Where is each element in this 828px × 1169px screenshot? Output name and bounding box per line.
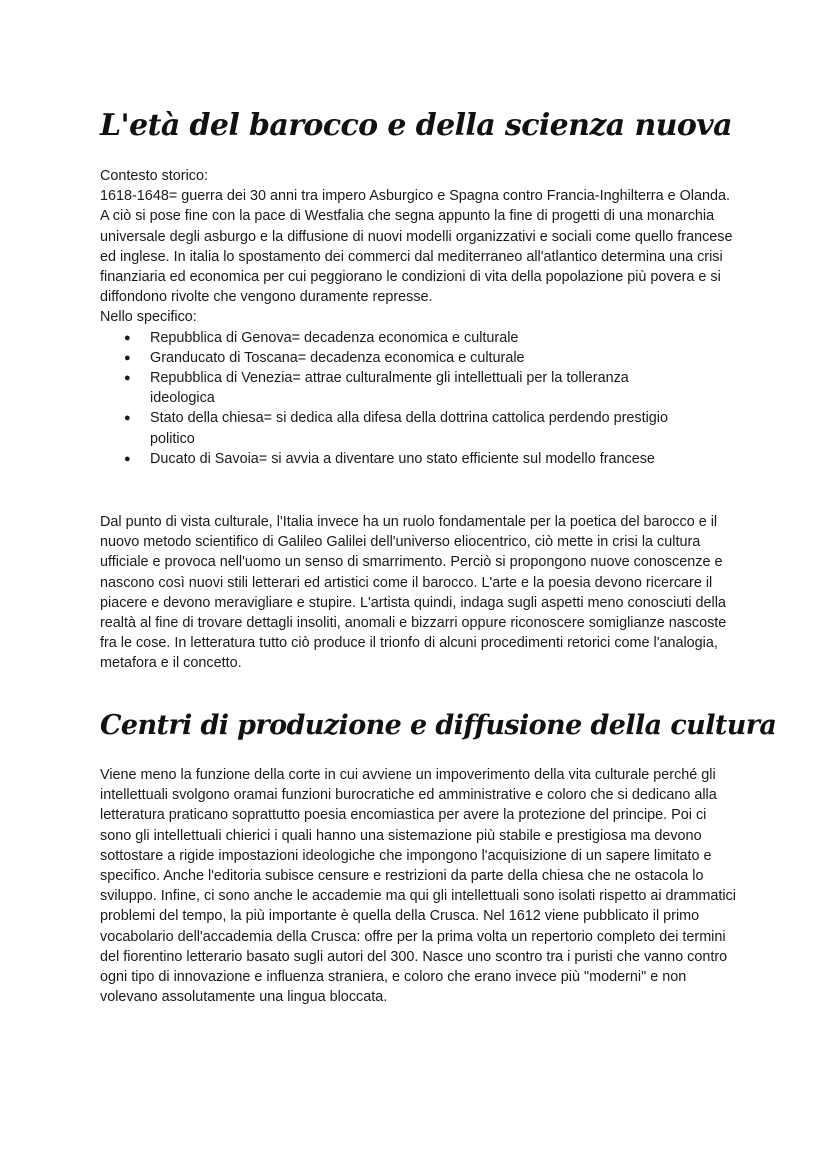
list-item-text: Ducato di Savoia= si avvia a diventare uno stato efficiente sul modello francese — [150, 450, 655, 467]
bullet-icon: ● — [124, 331, 131, 344]
context-paragraph: 1618-1648= guerra dei 30 anni tra impero Asburgico e Spagna contro Francia-Inghilterra e Olanda. A ciò si pose fine con la pace di Westfalia che segna appunto la fine di progetti di una monarchia universale degli asburgo e la diffusione di nuovi modelli organizzativi e sociali come quello francese ed inglese. In italia lo spostamento dei commerci dal mediterraneo all'atlantico determina una crisi finanziaria ed economica per cui peggiorano le condizioni di vita della popolazione più povera e si diffondono rivolte che vengono duramente represse. — [100, 188, 733, 306]
list-item — [100, 348, 740, 368]
list-item-text: Stato della chiesa= si dedica alla difesa della dottrina cattolica perdendo prestigio politico — [150, 410, 668, 447]
list-item — [100, 328, 740, 348]
list-item — [100, 408, 740, 448]
context-label: Contesto storico: — [100, 168, 208, 184]
section-title-culture-centers: Centri di produzione e diffusione della cultura — [100, 710, 777, 741]
culture-centers-paragraph: Viene meno la funzione della corte in cui avviene un impoverimento della vita culturale perché gli intellettuali svolgono oramai funzioni burocratiche ed amministrative e coloro che si dedicano alla letteratura praticano soprattutto poesia encomiastica per avere la protezione del principe. Poi ci sono gli intellettuali chierici i quali hanno una sistemazione più stabile e prestigiosa ma devono sottostare a rigide impostazioni ideologiche che impongono l'acquisizione di un sapere limitato e specifico. Anche l'editoria subisce censure e restrizioni da parte della chiesa che ne ostacola lo sviluppo. Infine, ci sono anche le accademie ma qui gli intellettuali sono isolati rispetto ai drammatici problemi del tempo, la più importante è quella della Crusca. Nel 1612 viene pubblicato il primo vocabolario dell'accademia della Crusca: offre per la prima volta un repertorio completo dei termini del fiorentino letterario basato sugli autori del 300. Nasce uno scontro tra i puristi che vanno contro ogni tipo di innovazione e influenza straniera, e coloro che erano invece più "moderni" e non volevano assolutamente una lingua bloccata. — [100, 767, 736, 1006]
culture-centers-block — [100, 765, 740, 1007]
bullet-icon: ● — [124, 351, 131, 364]
cultural-paragraph: Dal punto di vista culturale, l'Italia invece ha un ruolo fondamentale per la poetica del barocco e il nuovo metodo scientifico di Galileo Galilei dell'universo eliocentrico, ciò mette in crisi la cultura ufficiale e provoca nell'uomo un senso di smarrimento. Perciò si propongono nuove conoscenze e nascono così nuovi stili letterari ed artistici come il barocco. L'arte e la poesia devono ricercare il piacere e devono meravigliare e stupire. L'artista quindi, indaga sugli aspetti meno conosciuti della realtà al fine di trovare dettagli insoliti, anomali e bizzarri oppure riconoscere somiglianze nascoste fra le cose. In letteratura tutto ciò produce il trionfo di alcuni procedimenti retorici come l'analogia, metafora e il concetto. — [100, 514, 727, 672]
bullet-icon: ● — [124, 372, 131, 385]
list-item — [100, 368, 740, 408]
states-list — [100, 328, 740, 469]
bullet-icon: ● — [124, 412, 131, 425]
bullet-icon: ● — [124, 452, 131, 465]
specific-label: Nello specifico: — [100, 309, 197, 326]
list-item — [100, 449, 740, 469]
list-item-text: Repubblica di Venezia= attrae culturalmente gli intellettuali per la tolleranza ideologica — [150, 370, 629, 407]
cultural-context-block — [100, 512, 740, 674]
list-item-text: Granducato di Toscana= decadenza economica e culturale — [150, 349, 525, 366]
section-title-baroque: L'età del barocco e della scienza nuova — [100, 108, 732, 143]
historical-context-block — [100, 166, 740, 469]
list-item-text: Repubblica di Genova= decadenza economica e culturale — [150, 329, 519, 346]
